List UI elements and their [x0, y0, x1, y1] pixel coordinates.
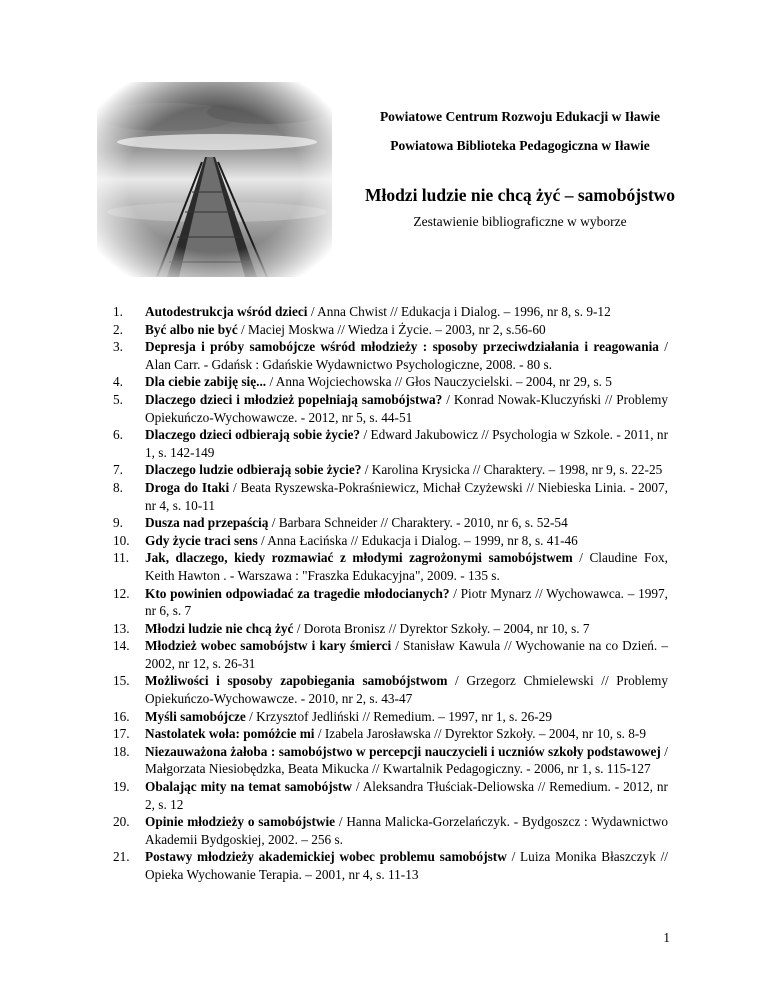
bibliography-entry: [113, 848, 668, 883]
entry-details: / Karolina Krysicka // Charaktery. – 1998, nr 9, s. 22-25: [361, 462, 663, 478]
entry-title: Postawy młodzieży akademickiej wobec problemu samobójstw: [145, 849, 507, 865]
entry-title: Dlaczego ludzie odbierają sobie życie?: [145, 462, 362, 478]
entry-number: 11.: [113, 550, 130, 566]
entry-details: / Stanisław Kawula // Wychowanie na co Dzień. – 2002, nr 12, s. 26-31: [145, 638, 668, 671]
entry-number: 4.: [113, 374, 123, 390]
entry-details: / Dorota Bronisz // Dyrektor Szkoły. – 2004, nr 10, s. 7: [293, 620, 590, 636]
institution-name: Powiatowe Centrum Rozwoju Edukacji w Iławie: [379, 109, 661, 124]
bibliography-entry: [113, 391, 668, 426]
entry-number: 13.: [113, 620, 130, 636]
entry-details: / Konrad Nowak-Kluczyński // Problemy Opiekuńczo-Wychowawcze. - 2012, nr 5, s. 44-51: [145, 391, 668, 425]
bibliography-entry: [113, 479, 668, 514]
entry-title: Jak, dlaczego, kiedy rozmawiać z młodymi zagrożonymi samobójstwem: [145, 550, 573, 566]
entry-title: Możliwości i sposoby zapobiegania samobójstwom: [145, 673, 448, 689]
entry-title: Depresja i próby samobójcze wśród młodzieży : sposoby przeciwdziałania i reagowania: [145, 339, 659, 355]
entry-number: 16.: [113, 708, 130, 724]
bibliography-entry: [113, 725, 668, 743]
entry-details: / Piotr Mynarz // Wychowawca. – 1997, nr 6, s. 7: [145, 585, 668, 619]
entry-details: / Anna Wojciechowska // Głos Nauczycielski. – 2004, nr 29, s. 5: [266, 374, 612, 390]
entry-details: / Anna Łacińska // Edukacja i Dialog. – 1999, nr 8, s. 41-46: [257, 532, 578, 548]
entry-details: / Luiza Monika Błaszczyk // Opieka Wychowanie Terapia. – 2001, nr 4, s. 11-13: [145, 849, 668, 882]
entry-number: 14.: [113, 638, 130, 654]
page-number: 1: [663, 930, 670, 945]
bibliography-entry: [113, 637, 668, 672]
bibliography-entry: [113, 585, 668, 620]
bibliography-entry: [113, 708, 668, 726]
pier-photo: [97, 82, 332, 277]
entry-title: Dla ciebie zabiję się...: [145, 374, 267, 390]
entry-number: 1.: [113, 304, 123, 319]
entry-number: 10.: [113, 532, 130, 548]
entry-number: 21.: [113, 849, 130, 865]
entry-title: Kto powinien odpowiadać za tragedie młodocianych?: [145, 585, 450, 601]
document-title: Młodzi ludzie nie chcą żyć – samobójstwo: [364, 185, 676, 205]
entry-title: Dusza nad przepaścią: [145, 515, 269, 531]
entry-number: 17.: [113, 726, 130, 742]
bibliography-entry: [113, 672, 668, 707]
entry-title: Nastolatek woła: pomóżcie mi: [145, 726, 315, 742]
entry-details: / Hanna Malicka-Gorzelańczyk. - Bydgoszcz : Wydawnictwo Akademii Bydgoskiej, 2002. – 256 s.: [145, 814, 668, 847]
entry-details: / Claudine Fox, Keith Hawton . - Warszawa : "Fraszka Edukacyjna", 2009. - 135 s.: [145, 550, 668, 583]
entry-details: / Aleksandra Tłuściak-Deliowska // Remedium. - 2012, nr 2, s. 12: [145, 779, 668, 812]
entry-number: 5.: [113, 391, 123, 407]
bibliography-entry: [113, 743, 668, 778]
entry-number: 9.: [113, 515, 123, 531]
entry-details: / Anna Chwist // Edukacja i Dialog. – 1996, nr 8, s. 9-12: [307, 304, 611, 319]
entry-number: 20.: [113, 814, 130, 830]
entry-details: / Maciej Moskwa // Wiedza i Życie. – 2003, nr 2, s.56-60: [237, 321, 546, 337]
entry-number: 19.: [113, 779, 130, 795]
entry-details: / Grzegorz Chmielewski // Problemy Opiekuńczo-Wychowawcze. - 2010, nr 2, s. 43-47: [145, 673, 669, 707]
bibliography-list: [113, 303, 668, 884]
bibliography-entry: [113, 373, 668, 391]
entry-title: Młodzież wobec samobójstw i kary śmierci: [145, 638, 392, 654]
entry-details: / Beata Ryszewska-Pokraśniewicz, Michał Czyżewski // Niebieska Linia. - 2007, nr 4, s. 10-11: [145, 479, 668, 513]
entry-number: 6.: [113, 427, 123, 443]
bibliography-entry: [113, 338, 668, 373]
bibliography-entry: [113, 321, 668, 339]
entry-title: Być albo nie być: [145, 321, 238, 337]
entry-number: 18.: [113, 743, 130, 759]
entry-number: 12.: [113, 585, 130, 601]
entry-title: Droga do Itaki: [145, 479, 230, 495]
bibliography-entry: [113, 303, 668, 321]
document-subtitle: Zestawienie bibliograficzne w wyborze: [413, 214, 627, 229]
bibliography-entry: [113, 813, 668, 848]
bibliography-entry: [113, 549, 668, 584]
entry-details: / Alan Carr. - Gdańsk : Gdańskie Wydawnictwo Psychologiczne, 2008. - 80 s.: [145, 339, 668, 372]
entry-title: Autodestrukcja wśród dzieci: [145, 304, 308, 319]
entry-title: Niezauważona żałoba : samobójstwo w percepcji nauczycieli i uczniów szkoły podstawowej: [145, 743, 661, 759]
bibliography-entry: [113, 461, 668, 479]
entry-number: 3.: [113, 339, 123, 355]
entry-number: 15.: [113, 673, 130, 689]
entry-title: Myśli samobójcze: [145, 708, 246, 724]
entry-title: Gdy życie traci sens: [145, 532, 258, 548]
entry-number: 2.: [113, 321, 123, 337]
pier-image: [97, 82, 332, 277]
entry-details: / Krzysztof Jedliński // Remedium. – 1997, nr 1, s. 26-29: [245, 708, 552, 724]
bibliography-entry: [113, 532, 668, 550]
entry-title: Młodzi ludzie nie chcą żyć: [145, 620, 294, 636]
entry-details: / Barbara Schneider // Charaktery. - 2010, nr 6, s. 52-54: [268, 515, 568, 531]
entry-title: Opinie młodzieży o samobójstwie: [145, 814, 336, 830]
entry-title: Dlaczego dzieci i młodzież popełniają samobójstwa?: [145, 391, 443, 407]
entry-details: / Edward Jakubowicz // Psychologia w Szkole. - 2011, nr 1, s. 142-149: [145, 427, 668, 460]
bibliography-entry: [113, 426, 668, 461]
entry-number: 8.: [113, 479, 123, 495]
entry-details: / Izabela Jarosławska // Dyrektor Szkoły. – 2004, nr 10, s. 8-9: [314, 726, 647, 742]
entry-number: 7.: [113, 462, 123, 478]
library-name: Powiatowa Biblioteka Pedagogiczna w Iławie: [390, 138, 650, 153]
entry-title: Obalając mity na temat samobójstw: [145, 779, 352, 795]
bibliography-entry: [113, 620, 668, 638]
bibliography-entry: [113, 778, 668, 813]
bibliography-entry: [113, 514, 668, 532]
entry-details: / Małgorzata Niesiobędzka, Beata Mikucka // Kwartalnik Pedagogiczny. - 2006, nr 1, s. 115-127: [145, 743, 668, 777]
entry-title: Dlaczego dzieci odbierają sobie życie?: [145, 427, 361, 443]
